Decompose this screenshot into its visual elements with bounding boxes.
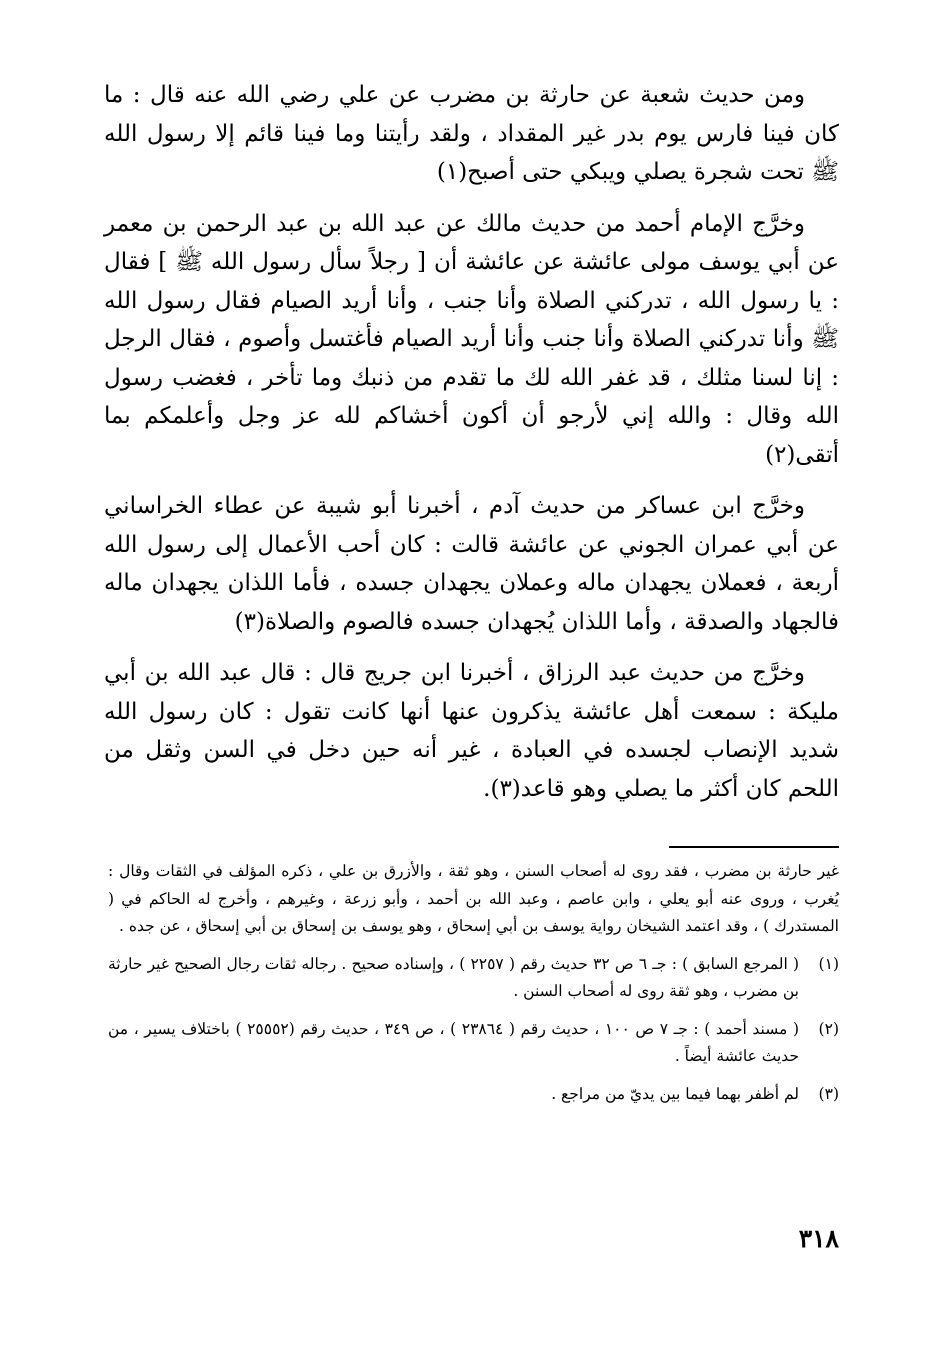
footnote-number: (٢) [818, 1019, 839, 1038]
page-number: ٣١٨ [798, 1224, 839, 1253]
footnote-item [108, 1081, 839, 1109]
footnote-number: (١) [818, 954, 839, 973]
footnotes [108, 858, 839, 1118]
main-text [104, 76, 839, 821]
footnote-number: (٣) [818, 1084, 839, 1103]
paragraph-1: ومن حديث شعبة عن حارثة بن مضرب عن علي رضي الله عنه قال : ما كان فينا فارس يوم بدر غير المقداد ، ولقد رأيتنا وما فينا قائم إلا رسول الله ﷺ تحت شجرة يصلي ويبكي حتى أصبح(١) [104, 82, 839, 185]
footnote-item [108, 1016, 839, 1071]
footnote-continuation: غير حارثة بن مضرب ، فقد روى له أصحاب السنن ، وهو ثقة ، والأزرق بن علي ، ذكره المؤلف في الثقات وقال : يُغرب ، وروى عنه أبو يعلي ، وابن عاصم ، وعبد الله بن أحمد ، وأبو زرعة ، وغيرهم ، وأخرج له الحاكم في ( المستدرك ) ، وقد اعتمد الشيخان رواية يوسف بن أبي إسحاق ، وهو يوسف بن إسحاق بن أبي إسحاق ، عن جده . [108, 862, 839, 935]
footnote-text: ( المرجع السابق ) : جـ ٦ ص ٣٢ حديث رقم ( ٢٢٥٧ ) ، وإسناده صحيح . رجاله ثقات رجال الصحيح غير حارثة بن مضرب ، وهو ثقة روى له أصحاب السنن . [108, 954, 799, 1000]
footnote-text: لم أظفر بهما فيما بين يديّ من مراجع . [551, 1084, 799, 1103]
paragraph-2: وخرَّج الإمام أحمد من حديث مالك عن عبد الله بن عبد الرحمن بن معمر عن أبي يوسف مولى عائشة عن عائشة أن [ رجلاً سأل رسول الله ﷺ ] فقال : يا رسول الله ، تدركني الصلاة وأنا جنب ، وأنا أريد الصيام فقال رسول الله ﷺ وأنا تدركني الصلاة وأنا جنب وأنا أريد الصيام فأغتسل وأصوم ، فقال الرجل : إنا لسنا مثلك ، قد غفر الله لك ما تقدم من ذنبك وما تأخر ، فغضب رسول الله وقال : والله إني لأرجو أن أكون أخشاكم لله عز وجل وأعلمكم بما أتقى(٢) [104, 210, 839, 468]
footnote-text: ( مسند أحمد ) : جـ ٧ ص ١٠٠ ، حديث رقم ( ٢٣٨٦٤ ) ، ص ٣٤٩ ، حديث رقم (٢٥٥٥٢ ) باختلاف يسير ، من حديث عائشة أيضاً . [108, 1019, 799, 1065]
paragraph-3: وخرَّج ابن عساكر من حديث آدم ، أخبرنا أبو شيبة عن عطاء الخراساني عن أبي عمران الجوني عن عائشة قالت : كان أحب الأعمال إلى رسول الله أربعة ، فعملان يجهدان ماله وعملان يجهدان جسده ، فأما اللذان يجهدان ماله فالجهاد والصدقة ، وأما اللذان يُجهدان جسده فالصوم والصلاة(٣) [104, 493, 839, 635]
footnote-separator [669, 846, 839, 848]
footnote-item [108, 951, 839, 1006]
paragraph-4: وخرَّج من حديث عبد الرزاق ، أخبرنا ابن جريج قال : قال عبد الله بن أبي مليكة : سمعت أهل عائشة يذكرون عنها أنها كانت تقول : كان رسول الله شديد الإنصاب لجسده في العبادة ، غير أنه حين دخل في السن وثقل من اللحم كان أكثر ما يصلي وهو قاعد(٣). [104, 660, 839, 802]
